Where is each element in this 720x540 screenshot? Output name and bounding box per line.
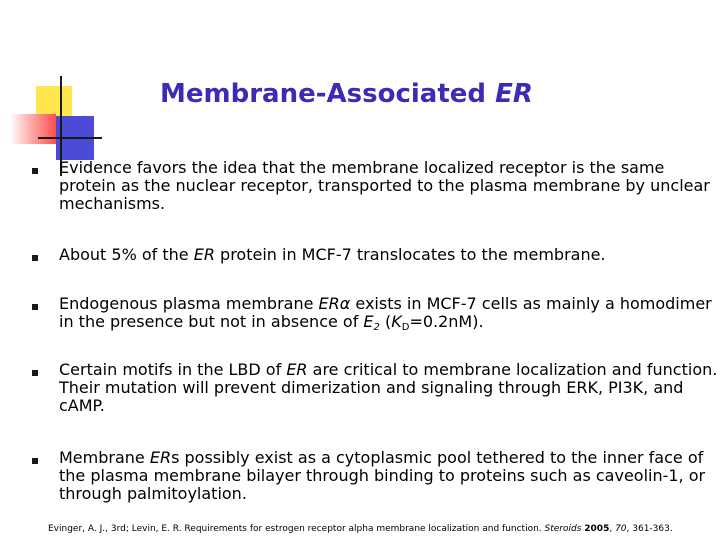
decor-horizontal-line (38, 137, 102, 139)
decor-red-gradient-bar (10, 114, 56, 144)
bullet-text: Membrane ERs possibly exist as a cytoplasmic pool tethered to the inner face of the plasma membrane bilayer through binding to proteins such as caveolin-1, or through palmitoylation. (59, 448, 706, 503)
square-bullet-icon (32, 255, 38, 261)
square-bullet-icon (32, 370, 38, 376)
square-bullet-icon (32, 458, 38, 464)
reference-citation: Evinger, A. J., 3rd; Levin, E. R. Requirements for estrogen receptor alpha membrane localization and function. Steroids 2005, 70, 361-363. (48, 524, 673, 534)
bullet-text: Certain motifs in the LBD of ER are critical to membrane localization and function. Their mutation will prevent dimerization and signaling through ERK, PI3K, and cAMP. (59, 360, 718, 415)
slide-title: Membrane-Associated ER (160, 79, 533, 109)
square-bullet-icon (32, 304, 38, 310)
square-bullet-icon (32, 168, 38, 174)
bullet-text: Endogenous plasma membrane ERα exists in MCF-7 cells as mainly a homodimer in the presence but not in absence of $E_2$ $(K_D=0.2nM)$. (59, 294, 712, 333)
bullet-text: About 5% of the ER protein in MCF-7 translocates to the membrane. (59, 245, 606, 264)
title-italic: ER (495, 79, 533, 109)
bullet-text: Evidence favors the idea that the membrane localized receptor is the same protein as the nuclear receptor, transported to the plasma membrane by unclear mechanisms. (59, 158, 710, 213)
